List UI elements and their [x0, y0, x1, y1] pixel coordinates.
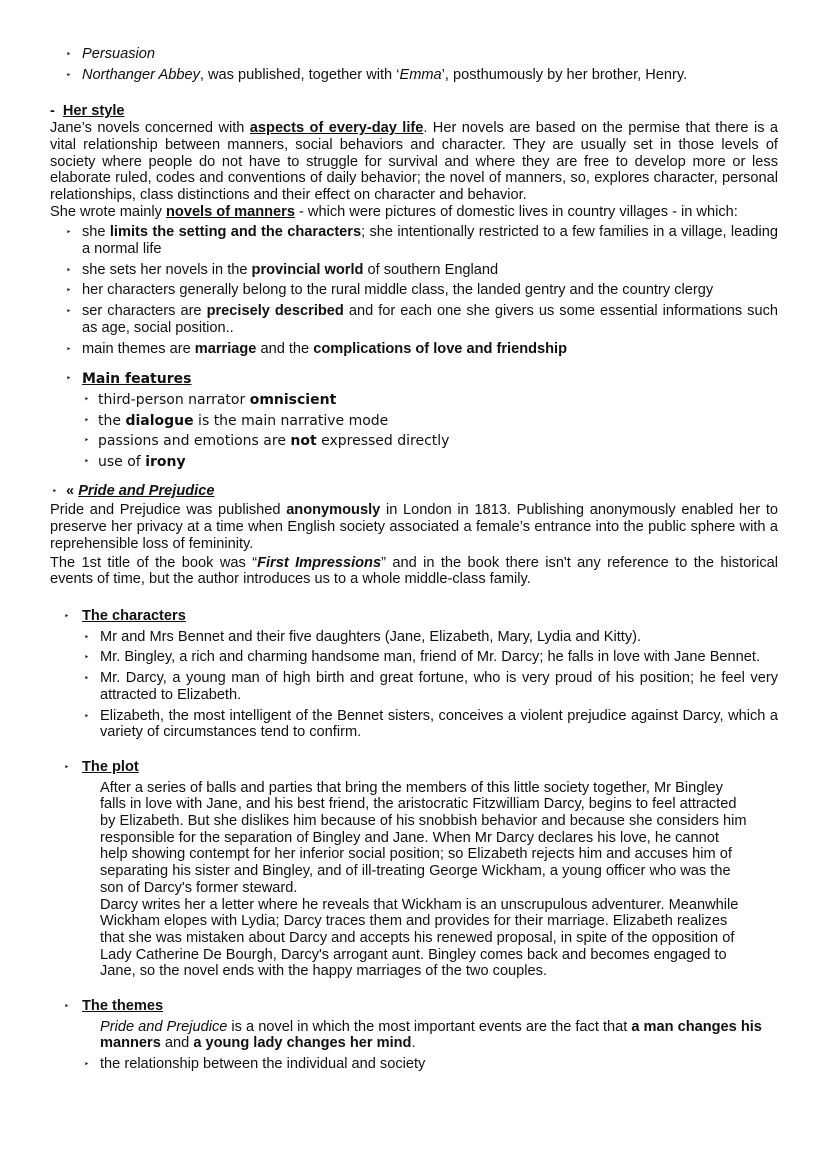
bullet-icon: ‣ [84, 436, 90, 447]
document-page [50, 46, 778, 1077]
text: ” and in the book there isn't any reference to the historical events of time, but the author introduces us to a whole middle-class family. [50, 554, 779, 588]
text: and for each one she givers us some essential informations such as age, social position.. [82, 303, 778, 336]
emphasis: omniscient [249, 391, 337, 408]
bullet-icon: ‣ [84, 394, 90, 405]
dash-icon: - [50, 103, 55, 120]
bullet-icon: ‣ [84, 1059, 90, 1070]
emphasis: aspects of every-day life [249, 120, 424, 137]
emphasis: novels of manners [166, 203, 295, 220]
text: and the [256, 340, 314, 357]
bullet-icon: ‣ [84, 710, 90, 721]
text: she [82, 224, 110, 241]
paragraph [50, 555, 778, 588]
text: main themes are [82, 340, 195, 357]
text: The 1st title of the book was “ [50, 554, 258, 571]
text: Mr. Bingley, a rich and charming handsome man, friend of Mr. Darcy; he falls in love with Jane Bennet. [100, 649, 761, 666]
list-item [50, 67, 778, 84]
list-item [50, 1056, 778, 1073]
section-heading-her-style [50, 103, 778, 120]
list-item [50, 649, 778, 666]
bullet-icon: ‣ [66, 285, 72, 296]
bullet-icon: ‣ [64, 761, 70, 772]
bullet-icon: ‣ [84, 652, 90, 663]
list-item [50, 454, 778, 471]
section-heading-plot [50, 759, 778, 776]
text: ’, posthumously by her brother, Henry. [441, 66, 688, 83]
text: and [160, 1035, 194, 1052]
bullet-icon: ‣ [64, 610, 70, 621]
work-title: Northanger Abbey [82, 66, 200, 83]
text: ; she intentionally restricted to a few families in a village, leading a normal life [82, 224, 778, 258]
bullet-icon: ‣ [84, 673, 90, 684]
text: she sets her novels in the [82, 261, 252, 278]
list-item [50, 46, 778, 63]
emphasis: provincial world [251, 261, 364, 278]
list-item [50, 708, 778, 741]
emphasis: not [290, 433, 317, 450]
heading-text: The plot [82, 758, 139, 775]
bullet-icon: ‣ [84, 415, 90, 426]
bullet-icon: ‣ [66, 264, 72, 275]
bullet-icon: ‣ [64, 1001, 70, 1012]
heading-text: Pride and Prejudice [78, 482, 215, 499]
emphasis: a man changes his manners [100, 1018, 762, 1052]
text: . Her novels are based on the permise that there is a vital relationship between manners, social behaviors and character. They are usually set in those levels of society where people do not have to struggle for survival and where they are free to develop more or less elaborate ruled, codes and conventions of daily behavior; the novel of manners, so, explores character, personal relationships, class distinctions and their effect on character and behavior. [50, 120, 778, 203]
paragraph [50, 120, 778, 204]
list-item [50, 224, 778, 257]
text: Mr. Darcy, a young man of high birth and great fortune, who is very proud of his position; he feel very attracted to Elizabeth. [100, 670, 778, 703]
main-features-section [50, 371, 778, 471]
text: use of [98, 454, 146, 471]
emphasis: irony [145, 454, 186, 471]
emphasis: precisely described [206, 303, 344, 320]
work-title: Emma [399, 66, 442, 83]
emphasis: anonymously [286, 502, 381, 519]
text: of southern England [363, 261, 499, 278]
text: Elizabeth, the most intelligent of the Bennet sisters, conceives a violent prejudice against Darcy, which a variety of circumstances tend to confirm. [100, 707, 778, 741]
emphasis: marriage [194, 340, 257, 357]
bullet-icon: ‣ [66, 306, 72, 317]
emphasis: Pride and Prejudice [100, 1018, 228, 1035]
bullet-icon: ‣ [52, 485, 58, 496]
bullet-icon: ‣ [66, 343, 72, 354]
emphasis: complications of love and friendship [313, 340, 568, 357]
paragraph: After a series of balls and parties that bring the members of this little society together, Mr Bingley falls in love with Jane, and his best friend, the aristocratic Fitzwilliam Darcy, begins to feel attracted by Elizabeth. But she dislikes him because of his snobbish behavior and because she considers him responsible for the separation of Bingley and Jane. When Mr Darcy declares his love, he cannot help showing contempt for her inferior social position; so Elizabeth rejects him and accuses him of separating his sister and Bingley, and of ill-treating George Wickham, a young officer who was the son of Darcy's former steward. [100, 779, 747, 896]
bullet-icon: ‣ [84, 631, 90, 642]
bullet-icon: ‣ [84, 457, 90, 468]
list-item [50, 303, 778, 336]
plot-body [50, 780, 748, 980]
text: . [411, 1035, 416, 1052]
list-item [50, 413, 778, 430]
text: Mr and Mrs Bennet and their five daughters (Jane, Elizabeth, Mary, Lydia and Kitty). [100, 628, 642, 645]
emphasis: dialogue [125, 412, 194, 429]
bullet-icon: ‣ [66, 374, 72, 385]
emphasis: First Impressions [257, 554, 382, 571]
work-title: Persuasion [82, 46, 156, 62]
text: is the main narrative mode [193, 412, 389, 429]
list-item [50, 670, 778, 703]
list-item [50, 282, 778, 299]
list-item [50, 341, 778, 358]
section-heading-themes [50, 998, 778, 1015]
text: in London in 1813. Publishing anonymously enabled her to preserve her privacy at a time when English society associated a female’s entrance into the public sphere with a reprehensible loss of femininity. [50, 502, 778, 552]
text: the [98, 412, 126, 429]
heading-text: The characters [82, 607, 186, 624]
bullet-icon: ‣ [66, 49, 72, 59]
text: third-person narrator [98, 391, 250, 408]
heading-text: Her style [62, 103, 125, 120]
heading-text: The themes [82, 998, 164, 1015]
emphasis: a young lady changes her mind [193, 1035, 412, 1052]
paragraph: Darcy writes her a letter where he reveals that Wickham is an unscrupulous adventurer. Meanwhile Wickham elopes with Lydia; Darcy traces them and provides for their marriage. Elizabeth realizes that she was mistaken about Darcy and accepts his renewed proposal, in spite of the opposition of Lady Catherine De Bourgh, Darcy's arrogant aunt. Bingley comes back and becomes engaged to Jane, so the novel ends with the happy marriages of the two couples. [100, 896, 739, 980]
paragraph [50, 1019, 778, 1052]
list-item [50, 433, 778, 450]
paragraph [50, 502, 778, 552]
text: Jane’s novels concerned with [50, 120, 250, 137]
text: Pride and Prejudice was published [50, 502, 287, 519]
section-heading-pride-and-prejudice [50, 483, 778, 500]
bullet-icon: ‣ [66, 227, 72, 238]
text: ser characters are [82, 303, 207, 320]
text: She wrote mainly [50, 203, 166, 220]
text: is a novel in which the most important events are the fact that [227, 1018, 632, 1035]
heading-text: Main features [82, 371, 192, 388]
quote-mark: « [66, 482, 75, 499]
text: expressed directly [316, 433, 450, 450]
list-item [50, 629, 778, 646]
bullet-icon: ‣ [66, 69, 72, 80]
text: the relationship between the individual and society [100, 1056, 426, 1073]
paragraph [50, 204, 778, 221]
list-item [50, 262, 778, 279]
section-heading-main-features [50, 371, 778, 388]
list-item [50, 392, 778, 409]
text: , was published, together with ‘ [199, 66, 400, 83]
section-heading-characters [50, 608, 778, 625]
text: - which were pictures of domestic lives in country villages - in which: [294, 203, 738, 220]
emphasis: limits the setting and the characters [109, 224, 362, 241]
text: passions and emotions are [98, 433, 291, 450]
text: her characters generally belong to the rural middle class, the landed gentry and the country clergy [82, 282, 714, 299]
